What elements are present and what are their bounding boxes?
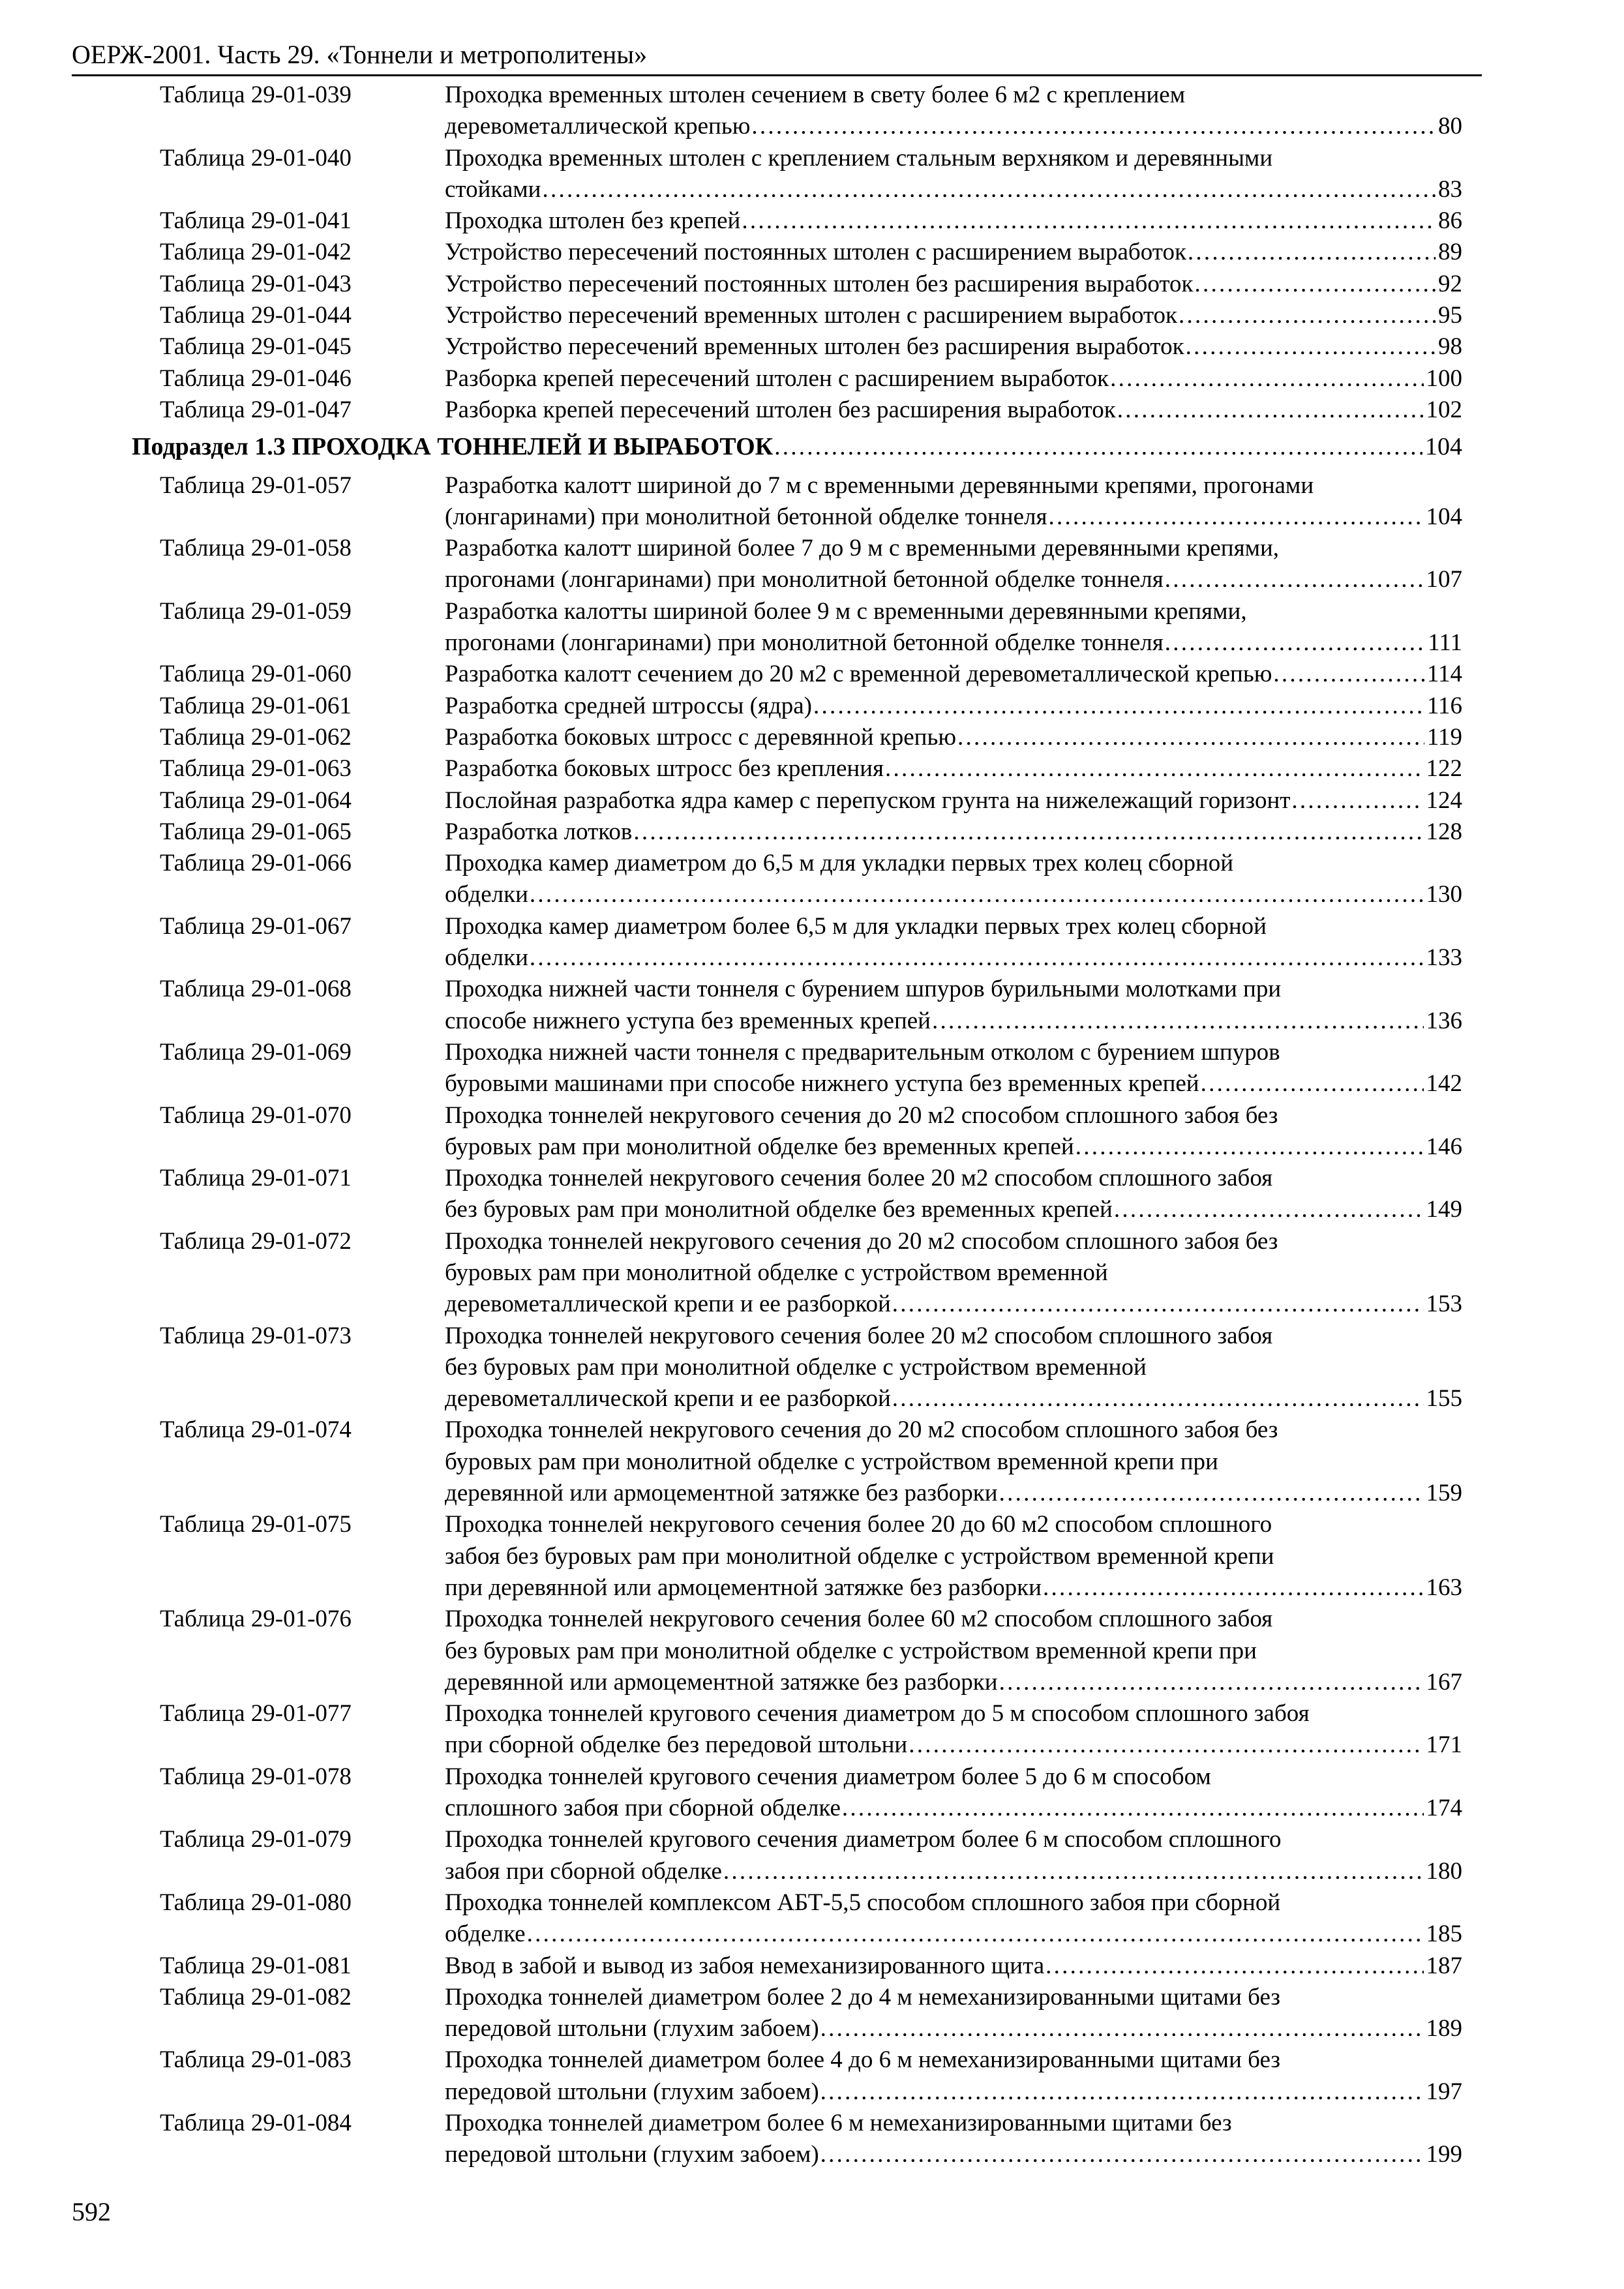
toc-entry[interactable]	[0, 1321, 1624, 1415]
toc-entry-title-line: при деревянной или армоцементной затяжке без разборки	[445, 1574, 1042, 1601]
toc-entry[interactable]	[0, 2044, 1624, 2108]
toc-entry-page-number: 174	[1426, 1795, 1462, 1822]
toc-entry-title-line: деревометаллической крепи и ее разборкой	[445, 1291, 891, 1318]
toc-entry-label: Таблица 29-01-046	[160, 365, 352, 392]
toc-entry[interactable]	[0, 1951, 1624, 1982]
toc-entry-label: Таблица 29-01-071	[160, 1165, 352, 1192]
toc-entry-page-number: 83	[1438, 175, 1462, 203]
toc-entry-title	[445, 80, 1462, 143]
toc-entry-title	[445, 470, 1462, 533]
section-page-number: 104	[1425, 433, 1462, 461]
toc-entry-title	[445, 1414, 1462, 1509]
toc-entry-title	[445, 1321, 1462, 1415]
toc-entry-title	[445, 691, 1462, 722]
toc-entry-label: Таблица 29-01-041	[160, 207, 352, 235]
toc-entry-last-line	[445, 785, 1462, 816]
toc-entry-label: Таблица 29-01-074	[160, 1416, 352, 1444]
toc-entry-title-line: забоя при сборной обделке	[445, 1857, 722, 1885]
toc-entry-last-line	[445, 395, 1462, 426]
toc-entry-title-line: Устройство пересечений постоянных штолен с расширением выработок	[445, 239, 1186, 266]
toc-entry-title-line: Разработка калотт сечением до 20 м2 с временной деревометаллической крепью	[445, 661, 1272, 688]
toc-entry[interactable]	[0, 1100, 1624, 1163]
dot-leader	[633, 816, 1423, 848]
toc-entry-last-line	[445, 2013, 1462, 2044]
toc-entry[interactable]	[0, 80, 1624, 143]
toc-entry-last-line	[445, 1383, 1462, 1414]
toc-entry-page-number: 114	[1426, 661, 1462, 688]
toc-entry-label: Таблица 29-01-078	[160, 1763, 352, 1790]
toc-entry-last-line	[445, 174, 1462, 205]
toc-entry-last-line	[445, 331, 1462, 363]
toc-entry[interactable]	[0, 1414, 1624, 1509]
toc-entry-title-line: стойками	[445, 175, 541, 203]
toc-entry-title	[445, 974, 1462, 1037]
toc-entry[interactable]	[0, 659, 1624, 690]
dot-leader	[820, 2076, 1424, 2108]
toc-entry-page-number: 100	[1426, 365, 1462, 392]
toc-entry-title	[445, 1037, 1462, 1100]
toc-entry-title-line: Устройство пересечений временных штолен с расширением выработок	[445, 302, 1178, 329]
toc-entry-title	[445, 1163, 1462, 1226]
toc-entry-page-number: 199	[1426, 2141, 1462, 2168]
dot-leader	[1110, 363, 1423, 395]
dot-leader	[957, 722, 1424, 753]
toc-entry-title-line: деревянной или армоцементной затяжке без разборки	[445, 1480, 998, 1507]
toc-entry-title-line: передовой штольни (глухим забоем)	[445, 2078, 819, 2105]
toc-entry[interactable]	[0, 1509, 1624, 1604]
toc-entry-page-number: 185	[1426, 1921, 1462, 1948]
toc-entry-title-line: сплошного забоя при сборной обделке	[445, 1795, 841, 1822]
toc-entry-last-line	[445, 564, 1462, 595]
toc-entry-title	[445, 1761, 1462, 1825]
toc-entry-title	[445, 1100, 1462, 1163]
toc-entry-title-line: Разборка крепей пересечений штолен с расширением выработок	[445, 365, 1109, 392]
toc-entry-title-line: Проходка нижней части тоннеля с предварительным отколом с бурением шпуров	[445, 1038, 1280, 1066]
toc-entry-title-line: обделки	[445, 881, 528, 908]
toc-entry-page-number: 189	[1426, 2015, 1462, 2042]
toc-entry-last-line	[445, 1793, 1462, 1824]
toc-entry[interactable]	[0, 1163, 1624, 1226]
toc-entry-title-line: без буровых рам при монолитной обделке с устройством временной	[445, 1353, 1147, 1381]
toc-entry-last-line	[445, 111, 1462, 142]
toc-entry-title-line: при сборной обделке без передовой штольни	[445, 1731, 908, 1759]
toc-entry[interactable]	[0, 363, 1624, 395]
toc-entry-title-line: буровыми машинами при способе нижнего уступа без временных крепей	[445, 1070, 1199, 1098]
toc-entry[interactable]	[0, 237, 1624, 268]
toc-entry[interactable]	[0, 974, 1624, 1037]
dot-leader	[742, 205, 1436, 237]
toc-entry-title	[445, 1951, 1462, 1982]
toc-entry-label: Таблица 29-01-075	[160, 1511, 352, 1538]
section-title: Подраздел 1.3 ПРОХОДКА ТОННЕЛЕЙ И ВЫРАБОТОК	[132, 433, 774, 461]
toc-entry-page-number: 187	[1426, 1952, 1462, 1979]
toc-entry-page-number: 167	[1426, 1668, 1462, 1696]
toc-entry-title-line: Проходка тоннелей диаметром более 2 до 4 м немеханизированными щитами без	[445, 1983, 1280, 2011]
toc-entry-title-line: Разборка крепей пересечений штолен без расширения выработок	[445, 396, 1116, 423]
toc-entry-title-line: Проходка тоннелей некругового сечения более 20 м2 способом сплошного забоя	[445, 1322, 1273, 1349]
toc-entry-title-line: Проходка тоннелей кругового сечения диаметром более 6 м способом сплошного	[445, 1826, 1282, 1853]
toc-entry-page-number: 124	[1426, 786, 1462, 814]
toc-entry-label: Таблица 29-01-079	[160, 1826, 352, 1853]
toc-entry-last-line	[445, 879, 1462, 910]
toc-entry-label: Таблица 29-01-084	[160, 2110, 352, 2136]
toc-entry-title-line: деревометаллической крепи и ее разборкой	[445, 1385, 891, 1413]
dot-leader	[999, 1478, 1424, 1509]
toc-entry-title	[445, 269, 1462, 300]
toc-entry-title	[445, 753, 1462, 785]
toc-entry-last-line	[445, 2076, 1462, 2108]
toc-entry-title-line: Проходка временных штолен сечением в свету более 6 м2 с креплением	[445, 82, 1186, 108]
toc-entry-title-line: Проходка тоннелей некругового сечения до 20 м2 способом сплошного забоя без	[445, 1416, 1278, 1444]
dot-leader	[813, 691, 1424, 722]
dot-leader	[530, 879, 1424, 910]
toc-entry-title-line: Проходка тоннелей диаметром более 6 м немеханизированными щитами без	[445, 2110, 1232, 2136]
toc-entry[interactable]	[0, 1226, 1624, 1321]
toc-entry[interactable]	[0, 143, 1624, 206]
toc-entry-title-line: обделки	[445, 944, 528, 972]
dot-leader	[892, 1289, 1424, 1320]
toc-entry-page-number: 130	[1426, 881, 1462, 908]
dot-leader	[1043, 1572, 1424, 1604]
toc-entry[interactable]	[0, 911, 1624, 974]
toc-entry-title	[445, 785, 1462, 816]
toc-entry-label: Таблица 29-01-080	[160, 1889, 352, 1916]
toc-entry-page-number: 98	[1438, 333, 1462, 361]
toc-entry-last-line	[445, 722, 1462, 753]
toc-entry-page-number: 136	[1426, 1007, 1462, 1034]
toc-entry-title-line: Проходка тоннелей некругового сечения до 20 м2 способом сплошного забоя без	[445, 1227, 1278, 1255]
dot-leader	[1165, 627, 1426, 659]
toc-entry-last-line	[445, 1068, 1462, 1100]
toc-entry[interactable]	[0, 722, 1624, 753]
toc-entry-label: Таблица 29-01-064	[160, 786, 352, 814]
toc-entry[interactable]	[0, 331, 1624, 363]
toc-entry-title-line: Устройство пересечений постоянных штолен без расширения выработок	[445, 270, 1194, 297]
toc-entry-label: Таблица 29-01-068	[160, 976, 352, 1003]
toc-entry-title-line: Проходка нижней части тоннеля с бурением шпуров бурильными молотками при	[445, 976, 1282, 1003]
toc-entry-last-line	[445, 753, 1462, 785]
toc-entry-label: Таблица 29-01-047	[160, 396, 352, 423]
toc-entry-last-line	[445, 659, 1462, 690]
toc-entry-label: Таблица 29-01-073	[160, 1322, 352, 1349]
toc-entry-page-number: 80	[1438, 113, 1462, 140]
toc-entry-title-line: Проходка камер диаметром более 6,5 м для укладки первых трех колец сборной	[445, 912, 1267, 940]
toc-entry-label: Таблица 29-01-070	[160, 1101, 352, 1129]
toc-entry[interactable]	[0, 785, 1624, 816]
toc-entry-label: Таблица 29-01-045	[160, 333, 352, 361]
toc-entry-title-line: буровых рам при монолитной обделке с устройством временной крепи при	[445, 1448, 1218, 1475]
toc-entry-label: Таблица 29-01-082	[160, 1983, 352, 2011]
toc-entry-page-number: 153	[1426, 1291, 1462, 1318]
toc-entry-label: Таблица 29-01-072	[160, 1227, 352, 1255]
dot-leader	[1045, 1951, 1423, 1982]
dot-leader	[1075, 1131, 1424, 1163]
dot-leader	[1195, 269, 1436, 300]
toc-entry-title	[445, 1887, 1462, 1951]
toc-entry-title	[445, 722, 1462, 753]
toc-entry-label: Таблица 29-01-042	[160, 239, 352, 266]
toc-entry-last-line	[445, 1131, 1462, 1163]
toc-entry-label: Таблица 29-01-040	[160, 144, 352, 172]
toc-entry[interactable]	[0, 300, 1624, 331]
toc-entry-page-number: 89	[1438, 239, 1462, 266]
toc-entry-last-line	[445, 627, 1462, 659]
toc-entry-last-line	[445, 1572, 1462, 1604]
toc-entry-label: Таблица 29-01-067	[160, 912, 352, 940]
page-header: ОЕРЖ-2001. Часть 29. «Тоннели и метрополитены»	[72, 39, 1482, 76]
toc-entry[interactable]	[0, 1604, 1624, 1698]
dot-leader	[1201, 1068, 1424, 1100]
dot-leader	[885, 753, 1423, 785]
toc-entry-title-line: Разработка средней штроссы (ядра)	[445, 692, 812, 719]
toc-entry-title-line: Проходка штолен без крепей	[445, 207, 741, 235]
toc-entry-last-line	[445, 237, 1462, 268]
toc-entry-last-line	[445, 1478, 1462, 1509]
dot-leader	[820, 2013, 1424, 2044]
toc-entry-last-line	[445, 300, 1462, 331]
toc-entry-title	[445, 1824, 1462, 1887]
toc-entry-last-line	[445, 269, 1462, 300]
toc-entry[interactable]	[0, 816, 1624, 848]
toc-entry[interactable]	[0, 1982, 1624, 2045]
dot-leader	[820, 2139, 1424, 2170]
dot-leader	[842, 1793, 1424, 1824]
toc-entry-label: Таблица 29-01-063	[160, 755, 352, 783]
toc-entry-last-line	[445, 1856, 1462, 1887]
toc-entry-last-line	[445, 1667, 1462, 1698]
toc-entry-title	[445, 596, 1462, 659]
toc-entry-title-line: без буровых рам при монолитной обделке без временных крепей	[445, 1196, 1113, 1223]
dot-leader	[932, 1006, 1424, 1037]
toc-entry-label: Таблица 29-01-069	[160, 1038, 352, 1066]
toc-entry-page-number: 119	[1426, 723, 1462, 751]
toc-entry-title	[445, 816, 1462, 848]
toc-entry-last-line	[445, 1951, 1462, 1982]
toc-entry-last-line	[445, 816, 1462, 848]
toc-entry-title-line: Разработка лотков	[445, 818, 633, 845]
toc-entry-title	[445, 2108, 1462, 2171]
toc-entry-label: Таблица 29-01-057	[160, 471, 352, 499]
toc-entry-title-line: Проходка тоннелей некругового сечения более 60 м2 способом сплошного забоя	[445, 1606, 1273, 1633]
toc-entry-title-line: Проходка тоннелей комплексом АБТ-5,5 способом сплошного забоя при сборной	[445, 1889, 1281, 1916]
toc-entry-label: Таблица 29-01-061	[160, 692, 352, 719]
toc-entry-label: Таблица 29-01-083	[160, 2046, 352, 2074]
toc-entry-page-number: 155	[1426, 1385, 1462, 1413]
toc-entry-label: Таблица 29-01-059	[160, 597, 352, 625]
dot-leader	[1179, 300, 1436, 331]
toc-entry-title-line: Послойная разработка ядра камер с перепуском грунта на нижележащий горизонт	[445, 786, 1291, 814]
toc-entry-page-number: 102	[1426, 396, 1462, 423]
toc-entry-label: Таблица 29-01-077	[160, 1700, 352, 1728]
toc-entry-title-line: передовой штольни (глухим забоем)	[445, 2141, 819, 2168]
toc-entry-last-line	[445, 501, 1462, 533]
toc-entry-title-line: способе нижнего уступа без временных крепей	[445, 1007, 931, 1034]
toc-entry[interactable]	[0, 1887, 1624, 1951]
toc-entry-page-number: 133	[1426, 944, 1462, 972]
toc-entry-page-number: 111	[1428, 629, 1462, 657]
toc-entry-title	[445, 848, 1462, 911]
toc-entry-last-line	[445, 363, 1462, 395]
dot-leader	[1117, 395, 1424, 426]
toc-entry-last-line	[445, 1729, 1462, 1761]
toc-entry-title-line: прогонами (лонгаринами) при монолитной бетонной обделке тоннеля	[445, 566, 1164, 593]
toc-entry-title-line: Проходка тоннелей кругового сечения диаметром до 5 м способом сплошного забоя	[445, 1700, 1310, 1728]
toc-entry-page-number: 95	[1438, 302, 1462, 329]
toc-group-subsection-1-2	[0, 80, 1624, 426]
dot-leader	[999, 1667, 1424, 1698]
toc-entry[interactable]	[0, 596, 1624, 659]
toc-entry-page-number: 171	[1426, 1731, 1462, 1759]
toc-entry-title-line: Проходка камер диаметром до 6,5 м для укладки первых трех колец сборной	[445, 850, 1234, 877]
toc-entry[interactable]	[0, 2108, 1624, 2171]
toc-entry-title-line: обделке	[445, 1921, 526, 1948]
toc-entry-page-number: 180	[1426, 1857, 1462, 1885]
toc-entry-title-line: без буровых рам при монолитной обделке с устройством временной крепи при	[445, 1637, 1257, 1664]
toc-entry-label: Таблица 29-01-043	[160, 270, 352, 297]
dot-leader	[751, 111, 1436, 142]
toc-entry-label: Таблица 29-01-062	[160, 723, 352, 751]
toc-entry-title-line: Проходка тоннелей диаметром более 4 до 6 м немеханизированными щитами без	[445, 2046, 1280, 2074]
toc-entry-last-line	[445, 2139, 1462, 2170]
dot-leader	[1186, 331, 1436, 363]
toc-entry-last-line	[445, 205, 1462, 237]
toc-entry-title-line: деревянной или армоцементной затяжке без разборки	[445, 1668, 998, 1696]
toc-entry-last-line	[445, 1919, 1462, 1950]
dot-leader	[1188, 237, 1436, 268]
table-of-contents	[0, 80, 1624, 2171]
dot-leader	[530, 942, 1424, 974]
toc-entry-page-number: 107	[1426, 566, 1462, 593]
toc-entry-label: Таблица 29-01-076	[160, 1606, 352, 1633]
toc-entry-page-number: 149	[1426, 1196, 1462, 1223]
toc-entry-title-line: Проходка тоннелей кругового сечения диаметром более 5 до 6 м способом	[445, 1763, 1211, 1790]
toc-entry[interactable]	[0, 1824, 1624, 1887]
toc-entry-label: Таблица 29-01-066	[160, 850, 352, 877]
dot-leader	[892, 1383, 1424, 1414]
toc-entry[interactable]	[0, 848, 1624, 911]
toc-entry[interactable]	[0, 753, 1624, 785]
toc-entry-title	[445, 363, 1462, 395]
toc-entry-title-line: Проходка тоннелей некругового сечения более 20 до 60 м2 способом сплошного	[445, 1511, 1272, 1538]
toc-entry-page-number: 92	[1438, 270, 1462, 297]
toc-entry-label: Таблица 29-01-058	[160, 535, 352, 562]
dot-leader	[1048, 501, 1423, 533]
toc-entry-title-line: деревометаллической крепью	[445, 113, 751, 140]
dot-leader	[527, 1919, 1424, 1950]
dot-leader	[774, 432, 1422, 463]
toc-entry-page-number: 122	[1426, 755, 1462, 783]
toc-entry-page-number: 104	[1426, 503, 1462, 530]
toc-entry-title-line: (лонгаринами) при монолитной бетонной обделке тоннеля	[445, 503, 1047, 530]
toc-entry-title-line: Устройство пересечений временных штолен без расширения выработок	[445, 333, 1184, 361]
toc-entry-title	[445, 533, 1462, 596]
page-number: 592	[72, 2197, 111, 2226]
toc-entry[interactable]	[0, 1037, 1624, 1100]
toc-entry-title-line: Разработка калотт шириной более 7 до 9 м с временными деревянными крепями,	[445, 535, 1280, 562]
toc-entry-page-number: 146	[1426, 1133, 1462, 1160]
toc-entry-title-line: Разработка калотт шириной до 7 м с временными деревянными крепями, прогонами	[445, 471, 1314, 499]
toc-entry-last-line	[445, 942, 1462, 974]
toc-entry-title	[445, 1226, 1462, 1321]
toc-entry-page-number: 159	[1426, 1480, 1462, 1507]
toc-entry-title-line: Проходка тоннелей некругового сечения более 20 м2 способом сплошного забоя	[445, 1165, 1273, 1192]
toc-entry-title	[445, 1698, 1462, 1761]
toc-entry-title-line: Разработка боковых штросс без крепления	[445, 755, 884, 783]
toc-entry-page-number: 163	[1426, 1574, 1462, 1601]
toc-entry-title-line: буровых рам при монолитной обделке с устройством временной	[445, 1259, 1108, 1286]
toc-entry-title	[445, 395, 1462, 426]
toc-entry[interactable]	[0, 691, 1624, 722]
toc-entry-label: Таблица 29-01-065	[160, 818, 352, 845]
toc-entry-title	[445, 143, 1462, 206]
toc-entry-title-line: Разработка боковых штросс с деревянной крепью	[445, 723, 956, 751]
dot-leader	[909, 1729, 1423, 1761]
toc-entry[interactable]	[0, 533, 1624, 596]
toc-section-heading[interactable]	[132, 431, 1462, 463]
toc-entry[interactable]	[0, 470, 1624, 533]
toc-entry-page-number: 142	[1426, 1070, 1462, 1098]
toc-entry-last-line	[445, 1289, 1462, 1320]
toc-entry-last-line	[445, 1194, 1462, 1225]
toc-entry-label: Таблица 29-01-039	[160, 82, 352, 108]
toc-entry[interactable]	[0, 1698, 1624, 1761]
toc-entry-title-line: Разработка калотты шириной более 9 м с временными деревянными крепями,	[445, 597, 1247, 625]
toc-entry-last-line	[445, 691, 1462, 722]
toc-entry-page-number: 197	[1426, 2078, 1462, 2105]
toc-entry-title	[445, 331, 1462, 363]
toc-entry-title-line: буровых рам при монолитной обделке без временных крепей	[445, 1133, 1074, 1160]
toc-entry-title-line: Проходка временных штолен с креплением стальным верхняком и деревянными	[445, 144, 1273, 172]
toc-entry-title-line: Ввод в забой и вывод из забоя немеханизированного щита	[445, 1952, 1045, 1979]
toc-entry-title-line: передовой штольни (глухим забоем)	[445, 2015, 819, 2042]
toc-entry-label: Таблица 29-01-081	[160, 1952, 352, 1979]
toc-entry-label: Таблица 29-01-060	[160, 661, 352, 688]
toc-entry-title-line: Проходка тоннелей некругового сечения до 20 м2 способом сплошного забоя без	[445, 1101, 1278, 1129]
toc-entry[interactable]	[0, 205, 1624, 237]
toc-group-subsection-1-3	[0, 470, 1624, 2171]
toc-entry-label: Таблица 29-01-044	[160, 302, 352, 329]
toc-entry[interactable]	[0, 269, 1624, 300]
toc-entry-last-line	[445, 1006, 1462, 1037]
toc-entry-title	[445, 659, 1462, 690]
toc-entry-title	[445, 1982, 1462, 2045]
dot-leader	[1273, 659, 1424, 690]
toc-entry-title-line: прогонами (лонгаринами) при монолитной бетонной обделке тоннеля	[445, 629, 1164, 657]
toc-entry-title	[445, 205, 1462, 237]
dot-leader	[542, 174, 1436, 205]
toc-entry-title	[445, 911, 1462, 974]
toc-entry-title	[445, 2044, 1462, 2108]
toc-entry-title	[445, 1604, 1462, 1698]
toc-entry-page-number: 86	[1438, 207, 1462, 235]
dot-leader	[1165, 564, 1424, 595]
toc-entry-page-number: 116	[1426, 692, 1462, 719]
toc-entry-title	[445, 300, 1462, 331]
dot-leader	[1291, 785, 1423, 816]
toc-entry[interactable]	[0, 395, 1624, 426]
dot-leader	[723, 1856, 1424, 1887]
toc-entry[interactable]	[0, 1761, 1624, 1825]
toc-entry-title-line: забоя без буровых рам при монолитной обделке с устройством временной крепи	[445, 1542, 1274, 1570]
toc-entry-title	[445, 1509, 1462, 1604]
toc-entry-page-number: 128	[1426, 818, 1462, 845]
dot-leader	[1114, 1194, 1424, 1225]
toc-entry-title	[445, 237, 1462, 268]
